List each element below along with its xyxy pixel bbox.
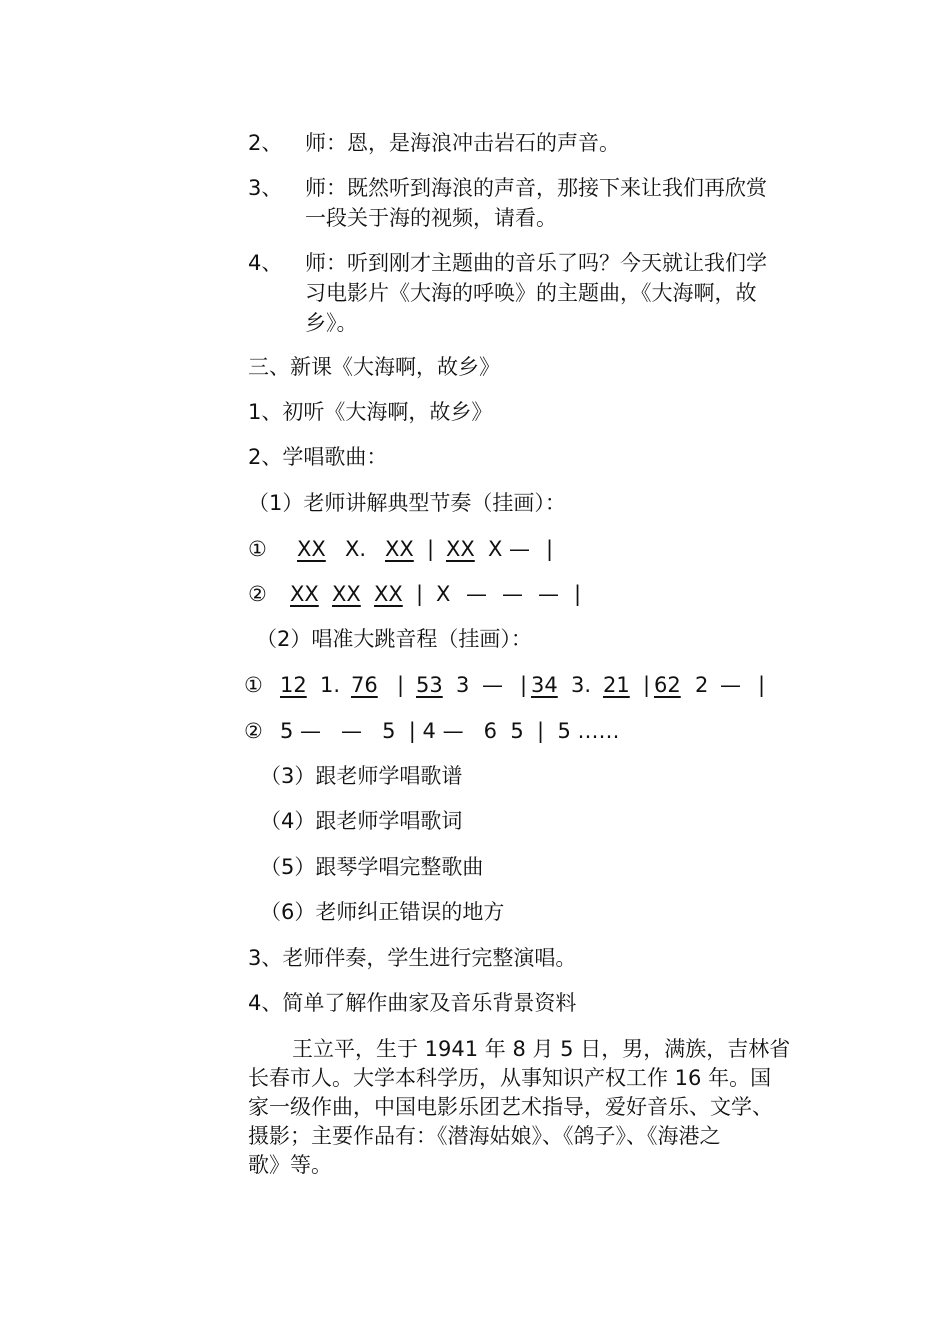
dash: — xyxy=(466,582,487,606)
notation-note: 34 xyxy=(531,673,558,697)
rhythm-note: XX xyxy=(446,537,475,561)
step-number: 2、 xyxy=(248,131,283,155)
notation-note: 21 xyxy=(603,673,630,697)
notation-note: 2 xyxy=(695,673,709,697)
step-text xyxy=(305,173,805,233)
step-number: 3、 xyxy=(248,176,283,200)
sub-heading: 1、初听《大海啊，故乡》 xyxy=(248,400,493,424)
circled-number: ① xyxy=(248,537,267,561)
barline: | xyxy=(520,673,528,697)
step-text xyxy=(305,248,805,338)
practice-item: （6）老师纠正错误的地方 xyxy=(260,900,505,924)
rhythm-note: X xyxy=(436,582,451,606)
step-line: 师：恩，是海浪冲击岩石的声音。 xyxy=(305,131,620,155)
notation-note: 53 xyxy=(416,673,443,697)
barline: | xyxy=(643,673,651,697)
notation-text: 5 — — 5 | 4 — 6 5 | 5 …… xyxy=(280,719,620,743)
notation-note: 76 xyxy=(351,673,378,697)
barline: | xyxy=(546,537,554,561)
practice-item: （3）跟老师学唱歌谱 xyxy=(260,764,463,788)
notation-note: 3. xyxy=(571,673,592,697)
step-line: 师：既然听到海浪的声音，那接下来让我们再欣赏 xyxy=(305,176,767,200)
section-title: 三、新课《大海啊，故乡》 xyxy=(248,355,500,379)
circled-number: ② xyxy=(248,582,267,606)
barline: | xyxy=(427,537,435,561)
dash: — xyxy=(482,673,503,697)
step-line: 乡》。 xyxy=(305,311,358,335)
sub-heading: 3、老师伴奏，学生进行完整演唱。 xyxy=(248,946,577,970)
dash: — xyxy=(502,582,523,606)
dash: — xyxy=(538,582,559,606)
dash: — xyxy=(720,673,741,697)
bio-line: 长春市人。大学本科学历，从事知识产权工作 16 年。国 xyxy=(248,1066,772,1090)
rhythm-note: XX xyxy=(297,537,326,561)
sub-heading: 2、学唱歌曲： xyxy=(248,445,388,469)
practice-item: （4）跟老师学唱歌词 xyxy=(260,809,463,833)
rhythm-note: XX xyxy=(385,537,414,561)
barline: | xyxy=(574,582,582,606)
step-text xyxy=(305,128,805,158)
bio-line: 摄影；主要作品有：《潜海姑娘》、《鸽子》、《海港之 xyxy=(248,1124,721,1148)
interval-heading: （2）唱准大跳音程（挂画）： xyxy=(256,627,532,651)
step-number: 4、 xyxy=(248,251,283,275)
notation-note: 62 xyxy=(654,673,681,697)
rhythm-heading: （1）老师讲解典型节奏（挂画）： xyxy=(248,491,566,515)
step-line: 师：听到刚才主题曲的音乐了吗？今天就让我们学 xyxy=(305,251,767,275)
rhythm-note: XX xyxy=(290,582,319,606)
bio-line: 家一级作曲，中国电影乐团艺术指导，爱好音乐、文学、 xyxy=(248,1095,773,1119)
bio-line: 歌》等。 xyxy=(248,1153,332,1177)
step-line: 一段关于海的视频，请看。 xyxy=(305,206,557,230)
composer-bio xyxy=(248,1035,810,1180)
practice-item: （5）跟琴学唱完整歌曲 xyxy=(260,855,484,879)
rhythm-note: XX xyxy=(374,582,403,606)
barline: | xyxy=(397,673,405,697)
notation-note: 1. xyxy=(320,673,341,697)
sub-heading: 4、简单了解作曲家及音乐背景资料 xyxy=(248,991,577,1015)
circled-number: ① xyxy=(244,673,263,697)
rhythm-note: X. xyxy=(345,537,367,561)
rhythm-note: XX xyxy=(332,582,361,606)
barline: | xyxy=(416,582,424,606)
circled-number: ② xyxy=(244,719,263,743)
barline: | xyxy=(758,673,766,697)
bio-line: 王立平，生于 1941 年 8 月 5 日，男，满族，吉林省 xyxy=(292,1037,791,1061)
rhythm-note: X — xyxy=(488,537,531,561)
notation-note: 3 xyxy=(456,673,470,697)
step-line: 习电影片《大海的呼唤》的主题曲，《大海啊，故 xyxy=(305,281,757,305)
notation-note: 12 xyxy=(280,673,307,697)
